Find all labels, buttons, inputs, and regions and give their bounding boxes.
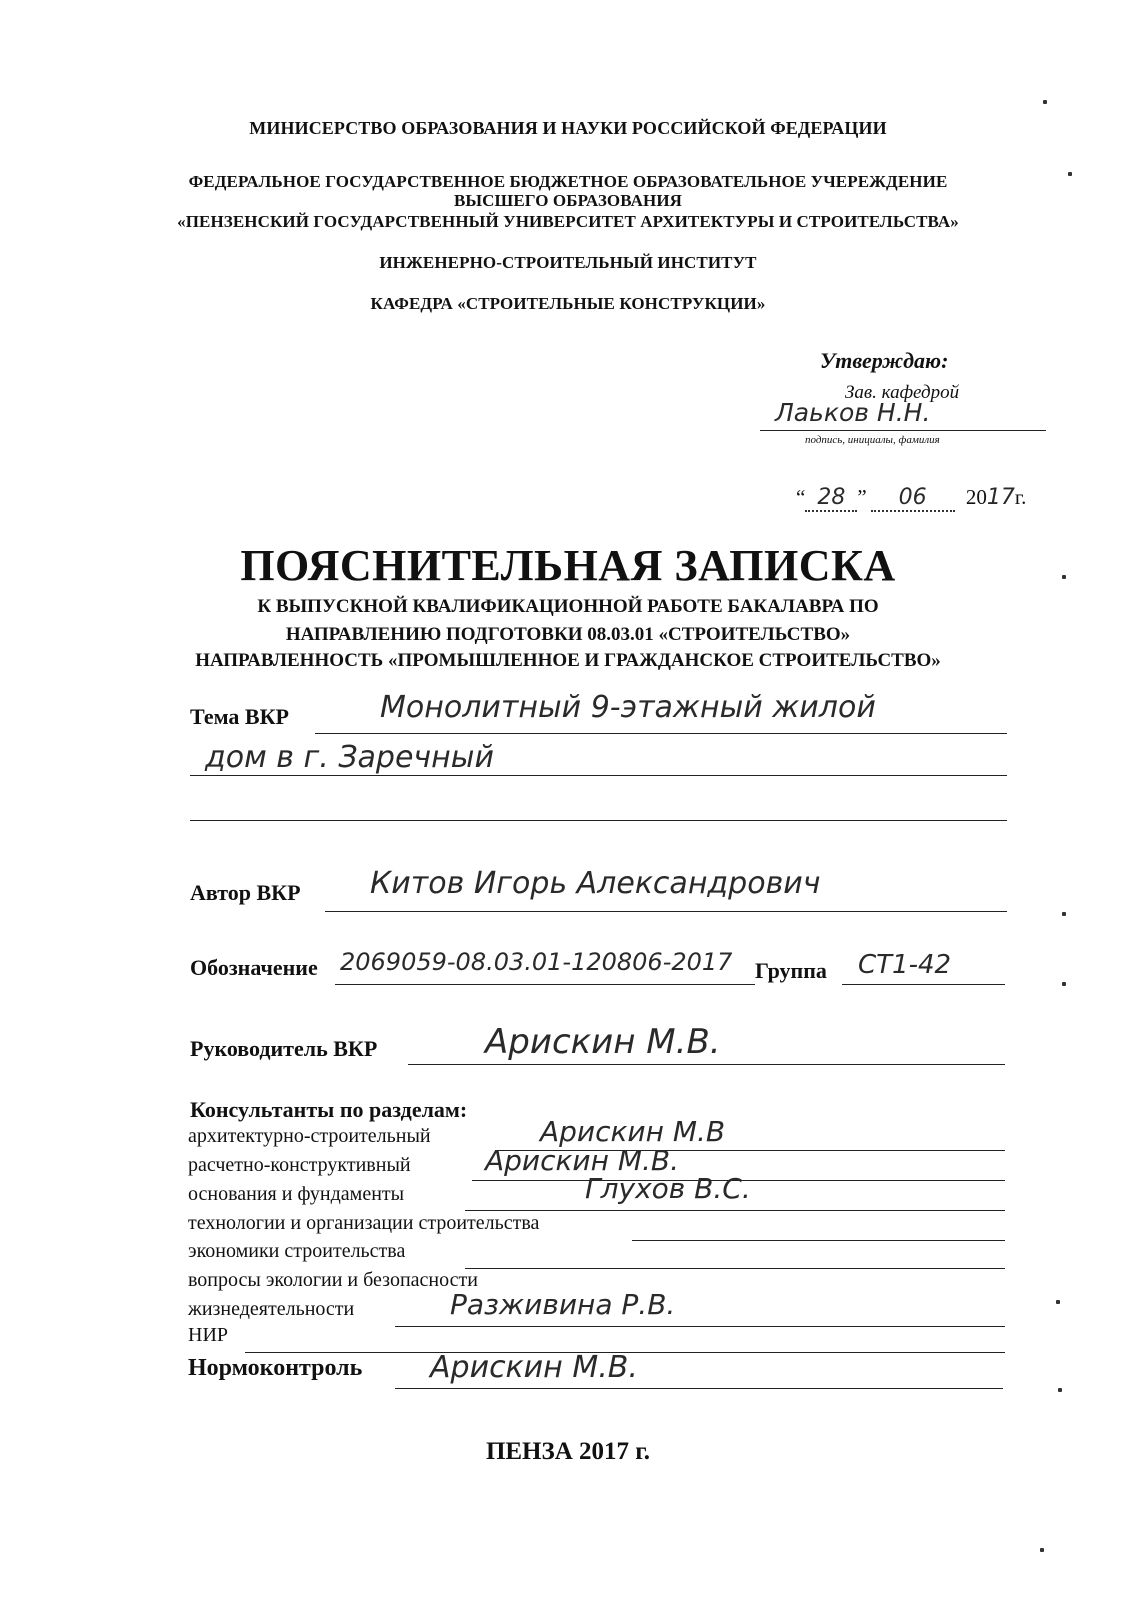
normcontrol-line (395, 1388, 1003, 1389)
author-value: Китов Игорь Александрович (370, 866, 821, 901)
group-value: СТ1-42 (858, 950, 952, 980)
consultant-label: расчетно-конструктивный (188, 1154, 411, 1176)
scan-speck (1056, 1300, 1060, 1304)
institute-name: ИНЖЕНЕРНО-СТРОИТЕЛЬНЫЙ ИНСТИТУТ (379, 253, 757, 272)
supervisor-label: Руководитель ВКР (190, 1036, 378, 1061)
approval-signature: Лаьков Н.Н. (775, 398, 931, 427)
consultant-label: архитектурно-строительный (188, 1125, 431, 1147)
document-title: ПОЯСНИТЕЛЬНАЯ ЗАПИСКА (240, 541, 896, 590)
subtitle-line-1: К ВЫПУСКНОЙ КВАЛИФИКАЦИОННОЙ РАБОТЕ БАКАЛАВРА ПО (257, 596, 879, 617)
date-month: 06 (898, 485, 927, 510)
author-label: Автор ВКР (190, 880, 301, 905)
consultant-line (465, 1210, 1005, 1211)
ministry-heading: МИНИСЕРСТВО ОБРАЗОВАНИЯ И НАУКИ РОССИЙСКОЙ ФЕДЕРАЦИИ (249, 118, 887, 138)
university-name: «ПЕНЗЕНСКИЙ ГОСУДАРСТВЕННЫЙ УНИВЕРСИТЕТ АРХИТЕКТУРЫ И СТРОИТЕЛЬСТВА» (177, 212, 959, 231)
approval-position: Зав. кафедрой (845, 382, 960, 403)
date-year-prefix: 20 (965, 485, 987, 509)
consultant-value: Арискин М.В. (485, 1144, 680, 1177)
consultant-line (632, 1240, 1005, 1241)
date-day: 28 (817, 485, 846, 510)
topic-value-line-2: дом в г. Заречный (205, 740, 494, 775)
consultant-value: Разживина Р.В. (450, 1288, 676, 1321)
department-name: КАФЕДРА «СТРОИТЕЛЬНЫЕ КОНСТРУКЦИИ» (370, 294, 766, 313)
consultant-value: Глухов В.С. (585, 1172, 751, 1205)
consultant-label: НИР (188, 1324, 229, 1346)
institution-line-2: ВЫСШЕГО ОБРАЗОВАНИЯ (453, 191, 683, 210)
scan-speck (1062, 912, 1066, 916)
supervisor-value: Арискин М.В. (485, 1022, 721, 1062)
topic-line-3 (190, 820, 1007, 821)
scan-speck (1040, 1548, 1044, 1552)
normcontrol-value: Арискин М.В. (430, 1350, 638, 1385)
supervisor-line (408, 1064, 1005, 1065)
date-year-suffix: 17 (986, 485, 1015, 510)
consultant-label: технологии и организации строительства (188, 1212, 540, 1234)
subtitle-line-3: НАПРАВЛЕННОСТЬ «ПРОМЫШЛЕННОЕ И ГРАЖДАНСКОЕ СТРОИТЕЛЬСТВО» (195, 650, 941, 671)
signature-line (760, 430, 1046, 431)
subtitle-line-2: НАПРАВЛЕНИЮ ПОДГОТОВКИ 08.03.01 «СТРОИТЕЛЬСТВО» (285, 624, 851, 645)
scan-speck (1068, 172, 1072, 176)
scan-speck (1058, 1388, 1062, 1392)
topic-line-1 (315, 733, 1007, 734)
date-quote-close: ” (857, 485, 867, 509)
scan-speck (1043, 100, 1047, 104)
consultant-label: экономики строительства (188, 1240, 406, 1262)
signature-caption: подпись, инициалы, фамилия (805, 434, 940, 446)
consultant-label: жизнедеятельности (188, 1298, 355, 1320)
approval-title: Утверждаю: (820, 348, 949, 373)
date-quote-open: “ (796, 485, 806, 509)
approval-date (796, 485, 1026, 512)
scan-speck (1062, 575, 1066, 579)
normcontrol-label: Нормоконтроль (188, 1355, 363, 1381)
consultants-heading: Консультанты по разделам: (190, 1097, 468, 1122)
designation-line (335, 984, 755, 985)
scan-speck (1062, 982, 1066, 986)
city-year: ПЕНЗА 2017 г. (485, 1438, 651, 1465)
consultant-line (465, 1268, 1005, 1269)
designation-value: 2069059-08.03.01-120806-2017 (340, 948, 733, 976)
date-year-unit: г. (1014, 485, 1027, 509)
consultant-label: основания и фундаменты (188, 1183, 405, 1205)
topic-line-2 (190, 775, 1007, 776)
consultant-line (395, 1326, 1005, 1327)
author-line (325, 911, 1007, 912)
consultant-value: Арискин М.В (540, 1115, 726, 1148)
consultant-label: вопросы экологии и безопасности (188, 1269, 478, 1291)
designation-label: Обозначение (190, 955, 318, 980)
institution-line-1: ФЕДЕРАЛЬНОЕ ГОСУДАРСТВЕННОЕ БЮДЖЕТНОЕ ОБРАЗОВАТЕЛЬНОЕ УЧЕРЕЖДЕНИЕ (188, 172, 948, 191)
topic-value-line-1: Монолитный 9-этажный жилой (380, 690, 876, 725)
group-line (842, 984, 1005, 985)
topic-label: Тема ВКР (190, 704, 289, 729)
group-label: Группа (755, 958, 827, 983)
